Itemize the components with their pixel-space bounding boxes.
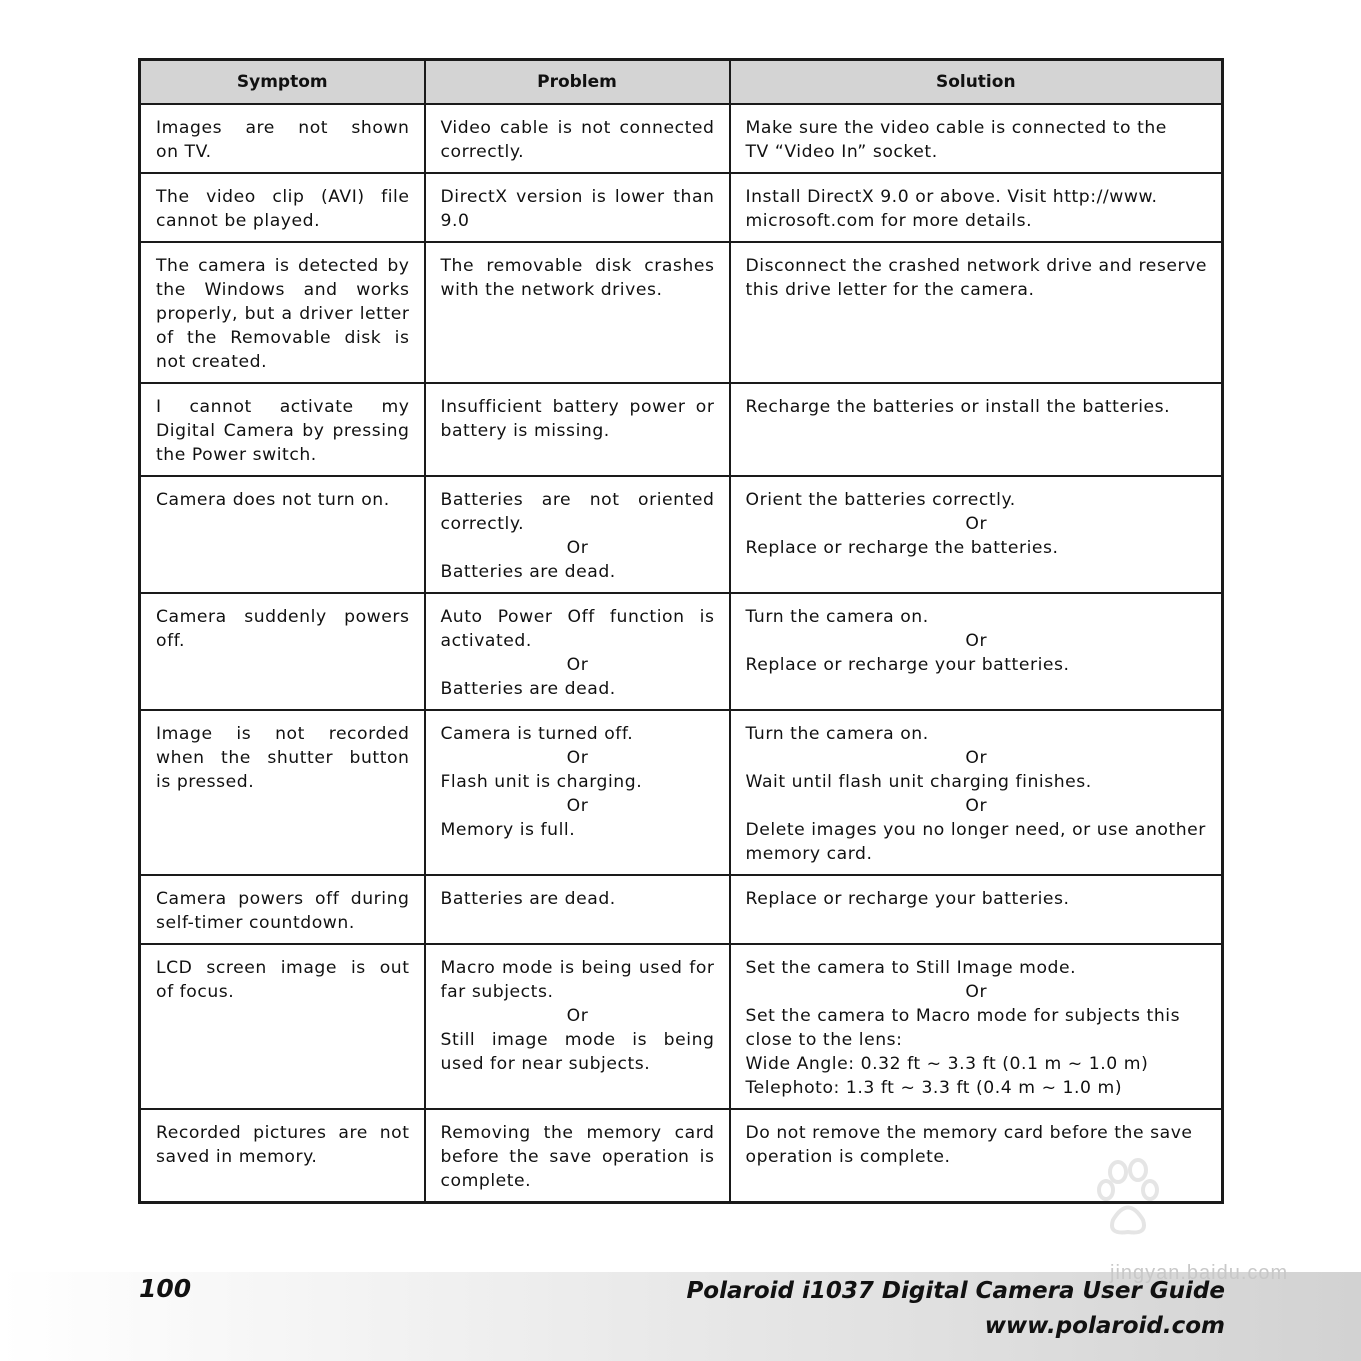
table-row: [140, 383, 1223, 476]
problem-line: Flash unit is charging.: [440, 772, 643, 792]
solution-line: Set the camera to Still Image mode.: [745, 958, 1077, 978]
problem-line: Memory is full.: [440, 820, 576, 840]
solution-line: microsoft.com for more details.: [745, 211, 1033, 231]
symptom-line: Camera powers off during: [156, 889, 410, 909]
symptom-cell: [140, 1109, 425, 1203]
symptom-cell: [140, 383, 425, 476]
problem-line: Removing the memory card: [440, 1123, 715, 1143]
symptom-line: cannot be played.: [156, 211, 321, 231]
solution-line: Do not remove the memory card before the save: [745, 1123, 1193, 1143]
problem-cell: [425, 710, 730, 875]
problem-line: 9.0: [440, 211, 470, 231]
solution-cell: [730, 104, 1223, 173]
guide-title: Polaroid i1037 Digital Camera User Guide: [686, 1278, 1225, 1304]
symptom-line: The video clip (AVI) file: [156, 187, 410, 207]
solution-line: Wait until flash unit charging finishes.: [745, 772, 1092, 792]
solution-line: this drive letter for the camera.: [745, 280, 1035, 300]
solution-line: Or: [965, 982, 988, 1002]
solution-cell: [730, 242, 1223, 383]
solution-line: memory card.: [745, 844, 873, 864]
symptom-cell: [140, 710, 425, 875]
solution-cell: [730, 875, 1223, 944]
problem-line: correctly.: [440, 142, 525, 162]
problem-line: Camera is turned off.: [440, 724, 634, 744]
symptom-line: Images are not shown: [156, 118, 410, 138]
symptom-line: is pressed.: [156, 772, 255, 792]
symptom-cell: [140, 104, 425, 173]
problem-cell: [425, 242, 730, 383]
solution-line: Replace or recharge the batteries.: [745, 538, 1059, 558]
symptom-line: of the Removable disk is: [156, 328, 410, 348]
solution-line: Make sure the video cable is connected to the: [745, 118, 1167, 138]
symptom-cell: [140, 476, 425, 593]
problem-line: Insufficient battery power or: [440, 397, 715, 417]
solution-line: Set the camera to Macro mode for subjects this: [745, 1006, 1181, 1026]
symptom-line: The camera is detected by: [156, 256, 410, 276]
solution-line: close to the lens:: [745, 1030, 903, 1050]
solution-line: Install DirectX 9.0 or above. Visit http://www.: [745, 187, 1158, 207]
symptom-line: Recorded pictures are not: [156, 1123, 410, 1143]
symptom-line: when the shutter button: [156, 748, 410, 768]
page-number: 100: [139, 1274, 192, 1303]
problem-cell: [425, 875, 730, 944]
symptom-cell: [140, 173, 425, 242]
problem-cell: [425, 383, 730, 476]
troubleshooting-table: [138, 58, 1224, 1204]
solution-line: Telephoto: 1.3 ft ~ 3.3 ft (0.4 m ~ 1.0 m): [745, 1078, 1123, 1098]
problem-line: before the save operation is: [440, 1147, 715, 1167]
table-row: [140, 875, 1223, 944]
symptom-line: LCD screen image is out: [156, 958, 410, 978]
symptom-line: properly, but a driver letter: [156, 304, 410, 324]
table-row: [140, 104, 1223, 173]
table-row: [140, 710, 1223, 875]
solution-cell: [730, 944, 1223, 1109]
solution-cell: [730, 173, 1223, 242]
symptom-line: not created.: [156, 352, 268, 372]
problem-line: Or: [566, 748, 589, 768]
problem-line: Or: [566, 655, 589, 675]
problem-line: used for near subjects.: [440, 1054, 651, 1074]
solution-cell: [730, 593, 1223, 710]
problem-cell: [425, 1109, 730, 1203]
problem-cell: [425, 476, 730, 593]
problem-line: far subjects.: [440, 982, 554, 1002]
problem-line: The removable disk crashes: [440, 256, 715, 276]
header-symptom: Symptom: [140, 60, 425, 105]
symptom-line: the Windows and works: [156, 280, 410, 300]
solution-line: Disconnect the crashed network drive and reserve: [745, 256, 1207, 276]
table-row: [140, 173, 1223, 242]
watermark-url: jingyan.baidu.com: [1110, 1262, 1289, 1284]
problem-cell: [425, 944, 730, 1109]
solution-line: Replace or recharge your batteries.: [745, 889, 1070, 909]
symptom-line: of focus.: [156, 982, 235, 1002]
solution-line: Wide Angle: 0.32 ft ~ 3.3 ft (0.1 m ~ 1.0 m): [745, 1054, 1149, 1074]
symptom-line: Camera does not turn on.: [156, 490, 390, 510]
problem-line: Or: [566, 1006, 589, 1026]
table-row: [140, 242, 1223, 383]
header-problem: Problem: [425, 60, 730, 105]
problem-line: correctly.: [440, 514, 525, 534]
problem-cell: [425, 104, 730, 173]
solution-cell: [730, 710, 1223, 875]
problem-line: Macro mode is being used for: [440, 958, 715, 978]
solution-line: Turn the camera on.: [745, 724, 929, 744]
solution-line: TV “Video In” socket.: [745, 142, 938, 162]
symptom-line: Image is not recorded: [156, 724, 410, 744]
solution-line: Or: [965, 796, 988, 816]
solution-line: Recharge the batteries or install the batteries.: [745, 397, 1171, 417]
problem-line: Batteries are dead.: [440, 679, 616, 699]
symptom-line: on TV.: [156, 142, 212, 162]
symptom-line: off.: [156, 631, 186, 651]
solution-line: Orient the batteries correctly.: [745, 490, 1016, 510]
symptom-cell: [140, 242, 425, 383]
symptom-cell: [140, 944, 425, 1109]
table-row: [140, 593, 1223, 710]
problem-cell: [425, 173, 730, 242]
symptom-cell: [140, 593, 425, 710]
table-row: [140, 476, 1223, 593]
solution-line: Replace or recharge your batteries.: [745, 655, 1070, 675]
problem-cell: [425, 593, 730, 710]
solution-line: Or: [965, 748, 988, 768]
header-solution: Solution: [730, 60, 1223, 105]
problem-line: Batteries are dead.: [440, 889, 616, 909]
table-header-row: [140, 60, 1223, 105]
problem-line: DirectX version is lower than: [440, 187, 715, 207]
symptom-line: the Power switch.: [156, 445, 317, 465]
problem-line: Batteries are dead.: [440, 562, 616, 582]
problem-line: Or: [566, 538, 589, 558]
table-row: [140, 944, 1223, 1109]
problem-line: activated.: [440, 631, 532, 651]
problem-line: complete.: [440, 1171, 532, 1191]
symptom-line: I cannot activate my: [156, 397, 410, 417]
symptom-line: Digital Camera by pressing: [156, 421, 410, 441]
solution-line: Or: [965, 631, 988, 651]
website-link[interactable]: www.polaroid.com: [984, 1313, 1225, 1339]
symptom-cell: [140, 875, 425, 944]
problem-line: battery is missing.: [440, 421, 610, 441]
problem-line: Batteries are not oriented: [440, 490, 715, 510]
solution-cell: [730, 476, 1223, 593]
solution-cell: [730, 383, 1223, 476]
problem-line: with the network drives.: [440, 280, 663, 300]
solution-line: Turn the camera on.: [745, 607, 929, 627]
solution-line: Or: [965, 514, 988, 534]
problem-line: Video cable is not connected: [440, 118, 715, 138]
symptom-line: saved in memory.: [156, 1147, 318, 1167]
problem-line: Auto Power Off function is: [440, 607, 715, 627]
solution-line: operation is complete.: [745, 1147, 951, 1167]
problem-line: Still image mode is being: [440, 1030, 715, 1050]
solution-line: Delete images you no longer need, or use another: [745, 820, 1206, 840]
problem-line: Or: [566, 796, 589, 816]
baidu-watermark-logo: [968, 1150, 1268, 1270]
symptom-line: self-timer countdown.: [156, 913, 355, 933]
symptom-line: Camera suddenly powers: [156, 607, 410, 627]
